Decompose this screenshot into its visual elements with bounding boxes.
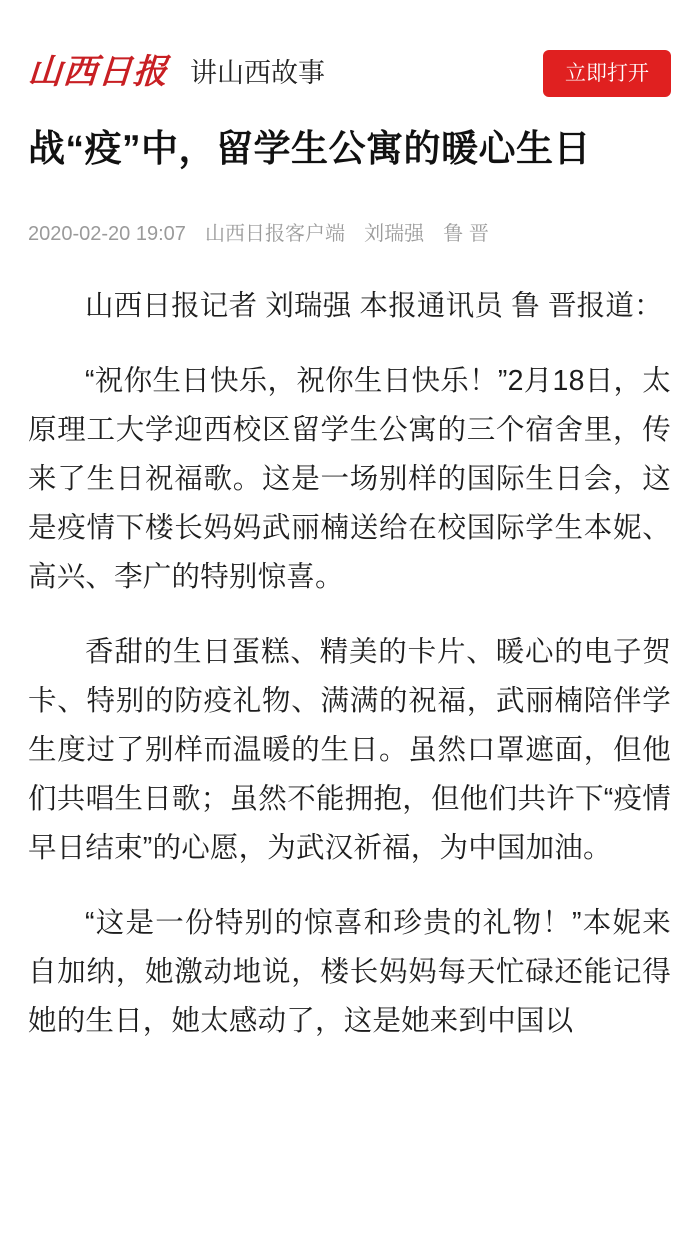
- byline-author-secondary: 鲁 晋: [443, 222, 489, 245]
- byline: [28, 220, 671, 248]
- paragraph: 山西日报记者 刘瑞强 本报通讯员 鲁 晋报道：: [85, 289, 663, 322]
- paragraph: 香甜的生日蛋糕、精美的卡片、暖心的电子贺卡、特别的防疫礼物、满满的祝福，武丽楠陪伴学生度过了别样而温暖的生日。虽然口罩遮面，但他们共唱生日歌；虽然不能拥抱，但他们共许下“疫情早日结束”的心愿，为武汉祈福，为中国加油。: [28, 636, 671, 865]
- shanxi-daily-logo: 山西日报: [26, 54, 170, 91]
- article-body: [28, 282, 671, 1046]
- byline-author: 刘瑞强: [364, 222, 425, 245]
- paragraph: “这是一份特别的惊喜和珍贵的礼物！”本妮来自加纳，她激动地说，楼长妈妈每天忙碌还能记得她的生日，她太感动了，这是她来到中国以: [28, 907, 671, 1038]
- byline-source: 山西日报客户端: [205, 222, 346, 245]
- site-header: [28, 0, 671, 118]
- paragraph: “祝你生日快乐，祝你生日快乐！”2月18日，太原理工大学迎西校区留学生公寓的三个宿舍里，传来了生日祝福歌。这是一场别样的国际生日会，这是疫情下楼长妈妈武丽楠送给在校国际学生本妮、高兴、李广的特别惊喜。: [28, 364, 671, 594]
- brand-slogan: 讲山西故事: [190, 57, 325, 88]
- page-title: 战“疫”中，留学生公寓的暖心生日: [28, 128, 591, 169]
- open-app-button[interactable]: 立即打开: [543, 50, 671, 97]
- byline-datetime: 2020-02-20 19:07: [28, 222, 186, 245]
